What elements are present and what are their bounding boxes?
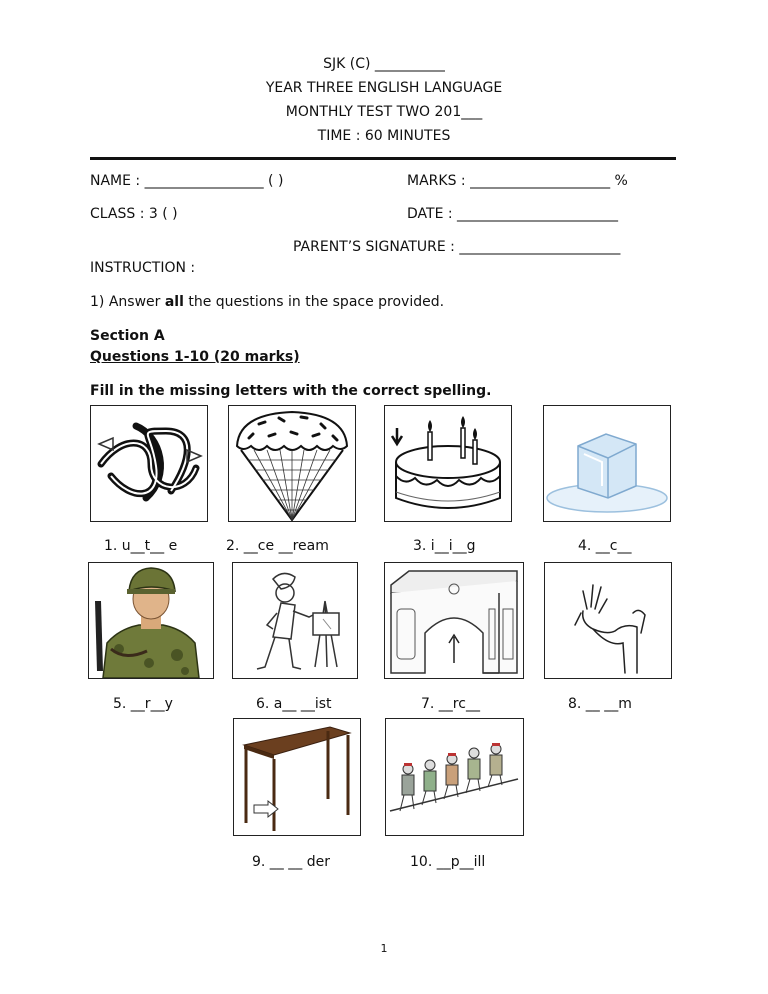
- name-field: NAME : _________________ ( ): [90, 173, 284, 189]
- instruction-emphasis: all: [164, 294, 184, 310]
- class-field: CLASS : 3 ( ): [90, 206, 178, 222]
- question-3-caption: 3. i__i__g: [413, 538, 476, 554]
- instruction-heading: INSTRUCTION :: [90, 260, 196, 276]
- question-8-caption: 8. __ __m: [568, 696, 632, 712]
- knot-picture: [90, 405, 208, 522]
- soldier-picture: [88, 562, 214, 679]
- ice-cube-picture: [543, 405, 671, 522]
- question-7-caption: 7. __rc__: [421, 696, 480, 712]
- task-instruction: Fill in the missing letters with the correct spelling.: [90, 383, 492, 399]
- subject-line: YEAR THREE ENGLISH LANGUAGE: [265, 80, 503, 96]
- time-line: TIME : 60 MINUTES: [317, 128, 451, 144]
- question-1-caption: 1. u__t__ e: [104, 538, 178, 554]
- question-5-caption: 5. __r__y: [113, 696, 173, 712]
- artist-picture: [232, 562, 358, 679]
- test-line: MONTHLY TEST TWO 201___: [285, 104, 483, 120]
- arm-picture: [544, 562, 672, 679]
- hikers-picture: [385, 718, 524, 836]
- arch-picture: [384, 562, 524, 679]
- page-number: 1: [380, 942, 388, 955]
- date-field: DATE : _______________________: [407, 206, 619, 222]
- marks-field: MARKS : ____________________ %: [407, 173, 628, 189]
- question-9-caption: 9. __ __ der: [252, 854, 330, 870]
- parent-signature-field: PARENT’S SIGNATURE : _______________________: [293, 239, 621, 255]
- ice-cream-picture: [228, 405, 356, 522]
- table-picture: [233, 718, 361, 836]
- school-line: SJK (C) __________: [323, 56, 445, 72]
- question-10-caption: 10. __p__ill: [410, 854, 486, 870]
- questions-range: Questions 1-10 (20 marks): [90, 349, 300, 365]
- question-6-caption: 6. a__ __ist: [256, 696, 332, 712]
- instruction-item: 1) Answer all the questions in the space provided.: [90, 294, 445, 310]
- cake-picture: [384, 405, 512, 522]
- question-2-caption: 2. __ce __ream: [226, 538, 329, 554]
- question-4-caption: 4. __c__: [578, 538, 632, 554]
- header-divider: [90, 157, 676, 160]
- section-title: Section A: [90, 328, 165, 344]
